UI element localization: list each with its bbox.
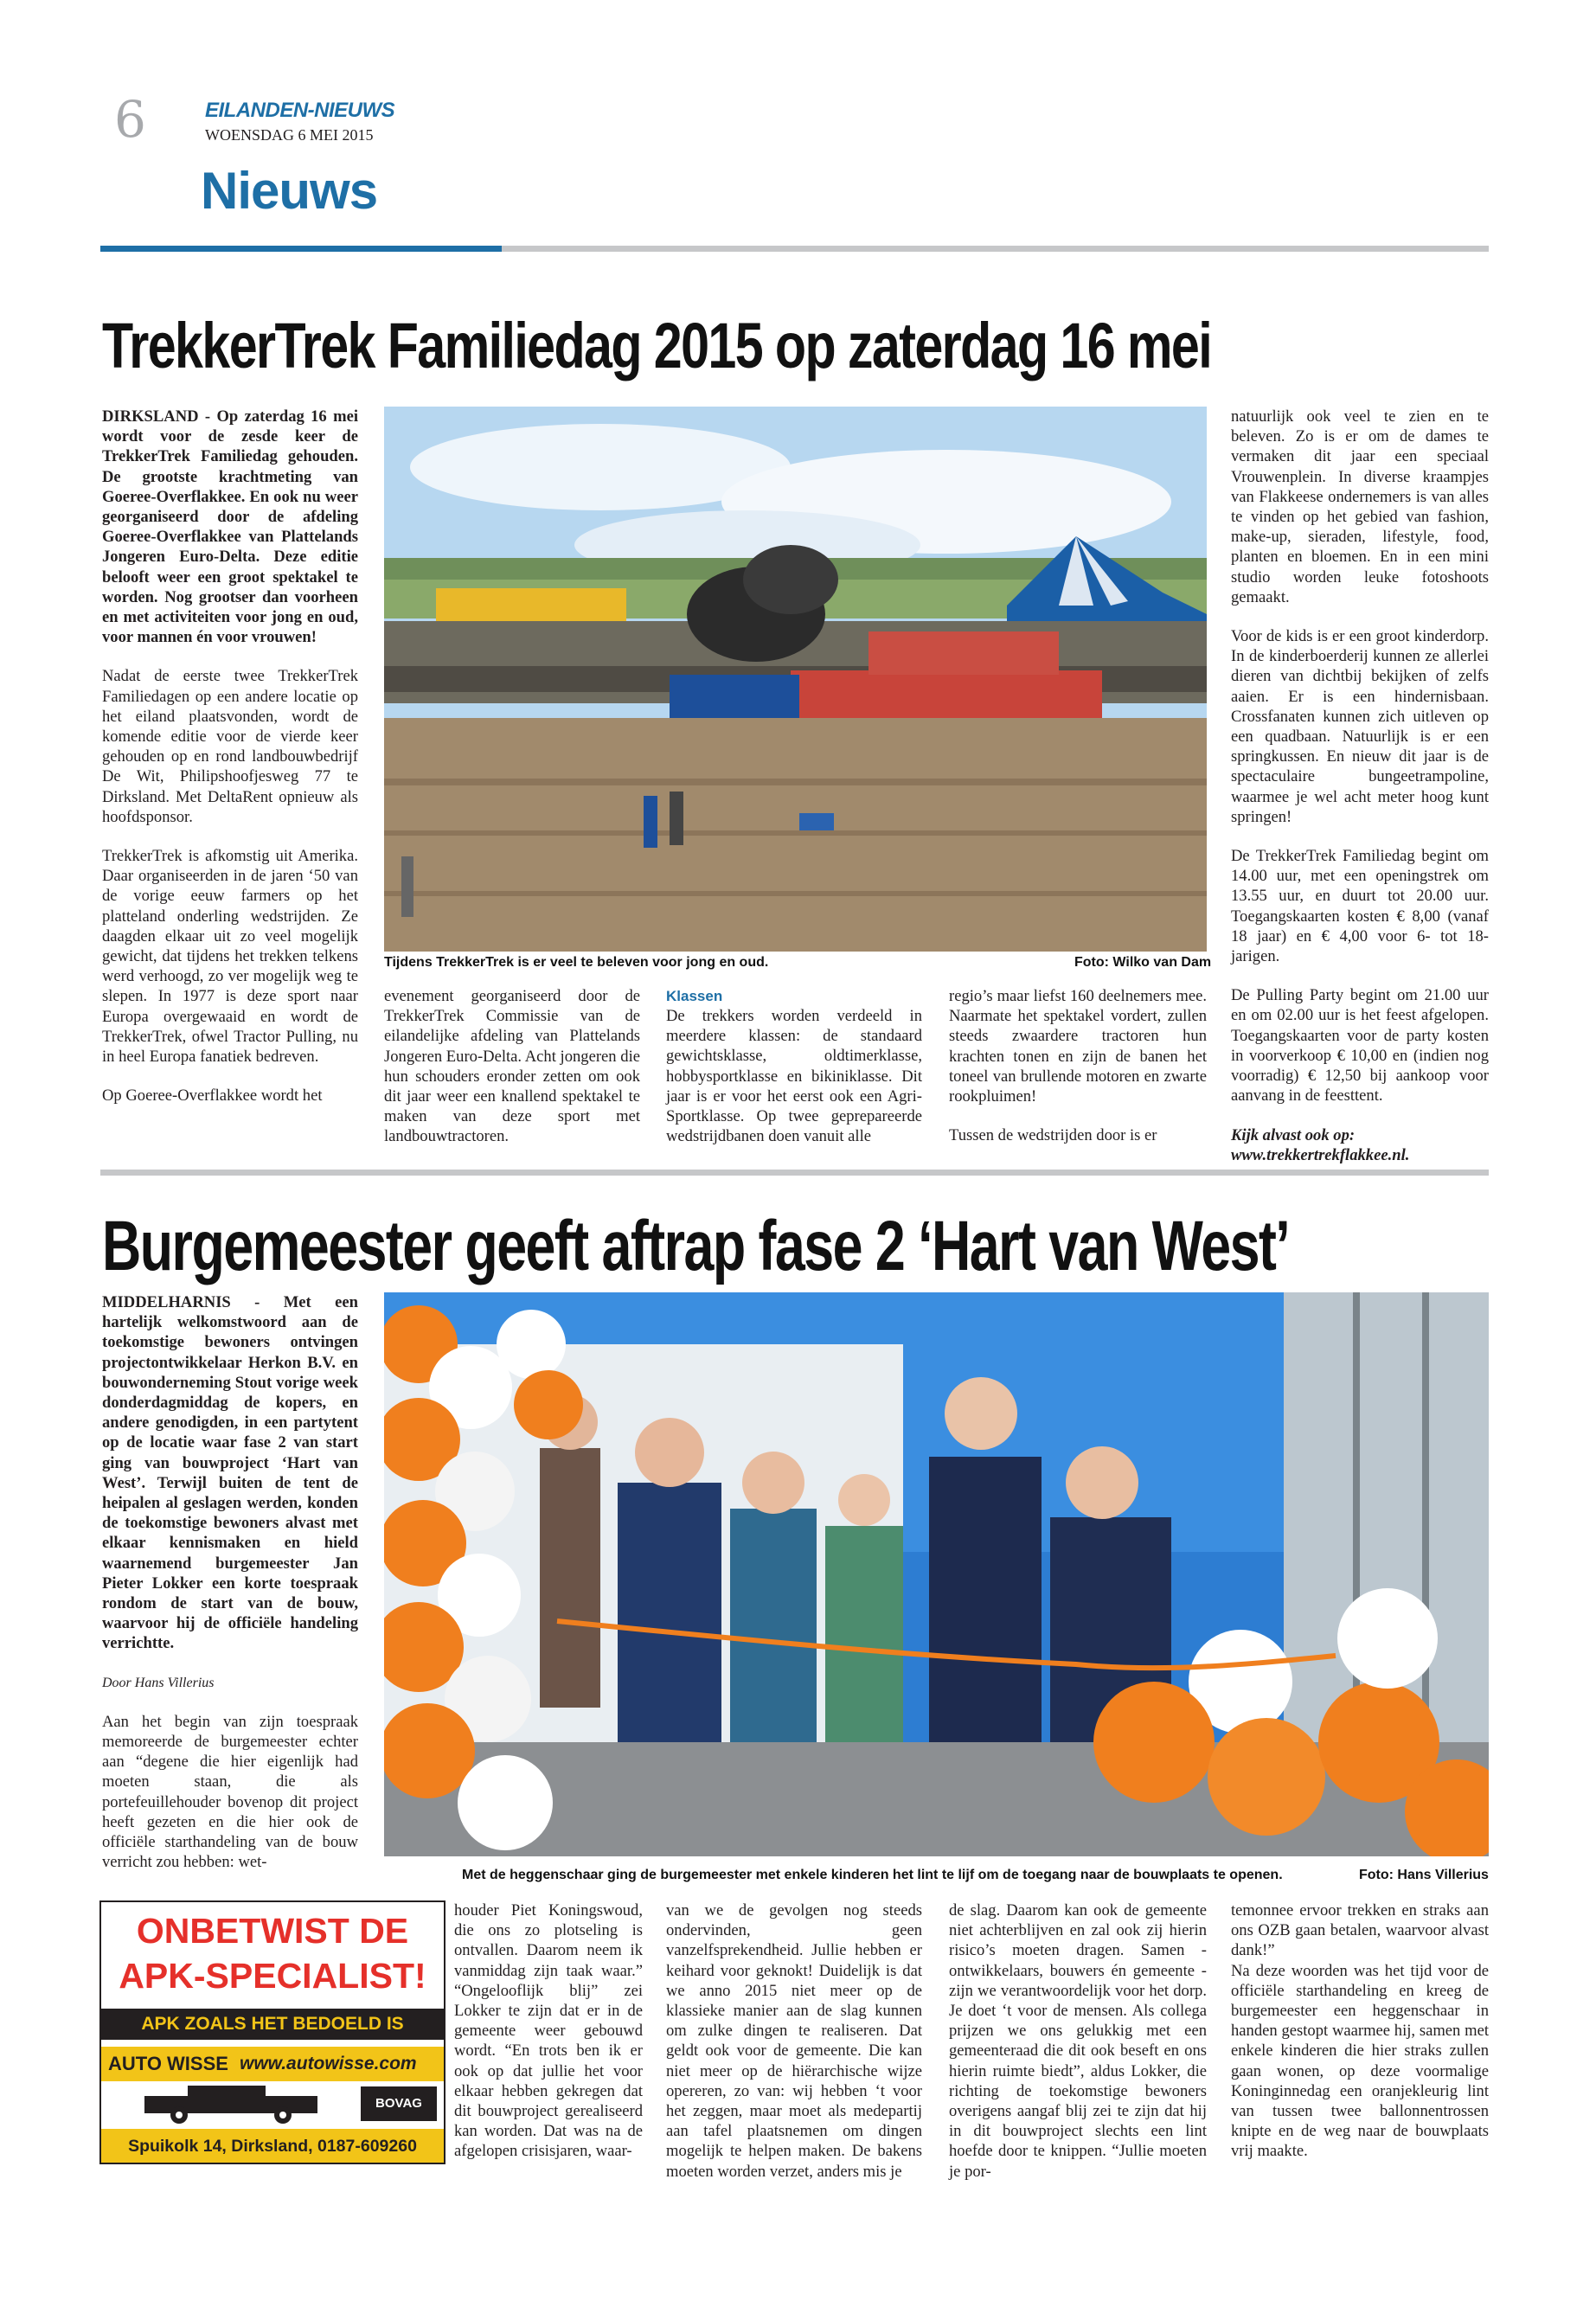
article1-para: Op Goeree-Overflakkee wordt het [102, 1086, 323, 1106]
ad-banner: APK ZOALS HET BEDOELD IS [101, 2009, 444, 2040]
article1-para: Nadat de eerste twee TrekkerTrek Familiedagen op een andere locatie op het eiland plaatsvonden, wordt de komende editie voor de vierde keer gehouden op en rond landbouwbedrijf De Wit, Philipshoofjesweg 77 te Dirksland. Met DeltaRent opnieuw als hoofdsponsor. [102, 667, 358, 826]
website-intro: Kijk alvast ook op: [1231, 1125, 1356, 1144]
article2-lead: MIDDELHARNIS - Met een hartelijk welkomstwoord aan de toekomstige bewoners ontvingen projectontwikkelaar Herkon B.V. en bouwonderneming Stout vorige week donderdagmiddag de kopers, en andere genodigden, in een partytent op de locatie waar fase 2 van start ging van bouwproject ‘Hart van West’. Terwijl buiten de tent de heipalen al geslagen werden, konden de toekomstige bewoners alvast met elkaar kennismaken en hield waarnemend burgemeester Jan Pieter Lokker een korte toespraak rondom de start van de bouw, waarvoor hij de officiële handeling verrichtte. [102, 1293, 358, 1653]
jeep-icon [127, 2084, 352, 2125]
article2-para: temonnee ervoor trekken en straks aan ons OZB gaan betalen, waarvoor alvast dank!” [1231, 1901, 1489, 1960]
ad-website[interactable]: www.autowisse.com [240, 2054, 417, 2073]
website-link[interactable]: www.trekkertrekflakkee.nl. [1231, 1145, 1410, 1164]
article2-column4 [949, 1900, 1207, 2182]
article-divider [100, 1170, 1489, 1176]
subheading-klassen: Klassen [666, 988, 723, 1004]
article2-para: van we de gevolgen nog steeds ondervinden, geen vanzelfsprekendheid. Jullie hebben er keihard voor geknokt! Duidelijk is dat we anno 2015 niet meer op de klassieke manier aan de slag kunnen om zulke dingen te realiseren. Dat geldt ook voor de gemeente. Die kan niet meer op de hiërarchische wijze opereren, zo van: wij hebben ‘t voor het zeggen, maar moet als medepartij aan tafel plaatsnemen om dingen mogelijk te helpen maken. De bakens moeten worden verzet, anders mis je [666, 1901, 922, 2181]
article1-headline: TrekkerTrek Familiedag 2015 op zaterdag 16 mei [102, 310, 1212, 381]
tractor-pulling-photo [384, 407, 1207, 952]
article2-column2 [454, 1900, 643, 2162]
article1-column3 [666, 986, 922, 1146]
autowisse-advertisement[interactable] [99, 1900, 445, 2164]
article2-column1 [102, 1292, 358, 1872]
article2-column5 [1231, 1900, 1489, 2162]
article1-para: TrekkerTrek is afkomstig uit Amerika. Daar organiseerden in de jaren ‘50 van de vorige eeuw farmers op het platteland onderling wedstrijden. Ze daagden elkaar uit zo veel mogelijk gewicht, dat tijdens het trekken telkens werd verhoogd, zo ver mogelijk weg te slepen. In 1977 is deze sport naar Europa overgewaaid en wordt de TrekkerTrek, ofwel Tractor Pulling, nu in heel Europa fanatiek bedreven. [102, 847, 358, 1067]
ad-address: Spuikolk 14, Dirksland, 0187-609260 [101, 2129, 444, 2163]
article1-column2 [384, 986, 640, 1147]
article1-para: De Pulling Party begint om 21.00 uur en om 02.00 uur is het feest afgelopen. Toegangskaarten voor de party kosten in voorverkoop € 10,00 en (indien nog voorradig) € 12,50 bij aankoop voor aanvang in de feesttent. [1231, 986, 1489, 1106]
article2-column3 [666, 1900, 922, 2182]
article1-column4 [949, 986, 1207, 1145]
article1-column5 [1231, 407, 1489, 1165]
section-rule-accent [100, 246, 502, 252]
article2-para: houder Piet Koningswoud, die ons zo plotseling is ontvallen. Daarom neem ik vanmiddag zijn taak waar.” “Ongelooflijk blij” zei Lokker te zijn dat er in de gemeente weer gebouwd wordt. “En trots ben ik er ook op dat jullie het voor elkaar hebben gekregen dat dit bouwproject gerealiseerd kan worden. Dat was na de afgelopen crisisjaren, waar- [454, 1901, 643, 2161]
page-number: 6 [114, 90, 146, 149]
article1-para: De trekkers worden verdeeld in meerdere klassen: de standaard gewichtsklasse, oldtimerklasse, hobbysportklasse en bikiniklasse. Dit jaar is er voor het eerst ook een Agri-Sportklasse. Op twee geprepareerde wedstrijdbanen doen vanuit alle [666, 1007, 922, 1146]
article1-para: De TrekkerTrek Familiedag begint om 14.00 uur, met een openingstrek om 13.55 uur, en duurt tot 20.00 uur. Toegangskaarten kosten € 8,00 (vanaf 18 jaar) en € 4,00 voor 6- tot 18-jarigen. [1231, 847, 1489, 966]
ribbon-cutting-photo [384, 1292, 1489, 1856]
article1-para: natuurlijk ook veel te zien en te beleven. Zo is er om de dames te vermaken dit jaar een speciaal Vrouwenplein. In diverse kraampjes van Flakkeese ondernemers is van alles te vinden op het gebied van fashion, make-up, sieraden, lifestyle, food, planten en bloemen. En in een mini studio worden leuke fotoshoots gemaakt. [1231, 407, 1489, 606]
article2-headline: Burgemeester geeft aftrap fase 2 ‘Hart van West’ [102, 1207, 1290, 1285]
ad-headline-line1: ONBETWIST DE [136, 1911, 409, 1951]
article2-para: Aan het begin van zijn toespraak memoreerde de burgemeester echter aan “degene die hier eigenlijk had moeten staan, die als portefeuillehouder bovenop dit project heeft gezeten en die hier ook de officiële starthandeling van de bouw verricht zou hebben: wet- [102, 1712, 358, 1872]
article2-byline: Door Hans Villerius [102, 1675, 215, 1690]
article2-photo-credit: Foto: Hans Villerius [1359, 1868, 1489, 1882]
article2-para: de slag. Daarom kan ook de gemeente niet achterblijven en zal ook zij hierin risico’s moeten dragen. Samen - ontwikkelaars, bouwers én gemeente - zijn we verantwoordelijk voor het dorp. Je doet ‘t voor de mensen. Als collega prijzen we ons gelukkig met een gemeenteraad die dit ook beseft en ons hierin ruimte biedt”, aldus Lokker, die richting de toekomstige bewoners overigens aangaf blij zei te zijn dat hij in dit bouwproject slechts een lint hoefde door te knippen. “Jullie moeten je por- [949, 1901, 1207, 2181]
ad-headline-line2: APK-SPECIALIST! [119, 1956, 426, 1996]
section-title: Nieuws [201, 162, 378, 220]
issue-date: WOENSDAG 6 MEI 2015 [205, 126, 374, 144]
article1-lead: DIRKSLAND - Op zaterdag 16 mei wordt voor de zesde keer de TrekkerTrek Familiedag gehouden. De grootste krachtmeting van Goeree-Overflakkee. En ook nu weer georganiseerd door de afdeling Goeree-Overflakkee van Plattelands Jongeren Euro-Delta. Deze editie belooft weer een groot spektakel te worden. Nog grootser dan voorheen en met activiteiten voor jong en oud, voor mannen én voor vrouwen! [102, 407, 358, 647]
article1-photo-caption: Tijdens TrekkerTrek is er veel te beleven voor jong en oud. [384, 955, 769, 970]
masthead-logo: EILANDEN-NIEUWS [205, 99, 395, 122]
article1-column1 [102, 407, 358, 1106]
article1-photo-credit: Foto: Wilko van Dam [1074, 955, 1212, 970]
ad-brand: AUTO WISSE [108, 2053, 228, 2074]
article1-para: evenement georganiseerd door de TrekkerTrek Commissie van de eilandelijke afdeling van Plattelands Jongeren Euro-Delta. Acht jongeren die hun schouders eronder zetten om ook dit jaar weer een knallend spektakel te maken van deze sport met landbouwtractoren. [384, 987, 640, 1146]
bovag-badge: BOVAG [361, 2086, 437, 2121]
article1-para: Tussen de wedstrijden door is er [949, 1126, 1157, 1145]
article2-photo-caption: Met de heggenschaar ging de burgemeester met enkele kinderen het lint te lijf om de toegang naar de bouwplaats te openen. [462, 1868, 1283, 1882]
article1-para: regio’s maar liefst 160 deelnemers mee. Naarmate het spektakel vordert, zullen steeds zwaardere tractoren hun krachten tonen en zijn de banen het toneel van brullende motoren en zwarte rookpluimen! [949, 987, 1207, 1106]
article2-para: Na deze woorden was het tijd voor de officiële starthandeling en kreeg de burgemeester een heggenschaar in handen gestopt waarmee hij, samen met enkele kinderen die hier straks zullen gaan wonen, op deze voormalige Koninginnedag een oranjekleurig lint van tussen twee ballonnentrossen knipte en de weg naar de bouwplaats vrij maakte. [1231, 1961, 1489, 2161]
article1-para: Voor de kids is er een groot kinderdorp. In de kinderboerderij kunnen ze allerlei dieren van dichtbij bekijken of zelfs aaien. Er is een hindernisbaan. Crossfanaten kunnen zich uitleven op een quadbaan. Natuurlijk is er een springkussen. En nieuw dit jaar is de spectaculaire bungeetrampoline, waarmee je wel acht meter hoog kunt springen! [1231, 627, 1489, 826]
